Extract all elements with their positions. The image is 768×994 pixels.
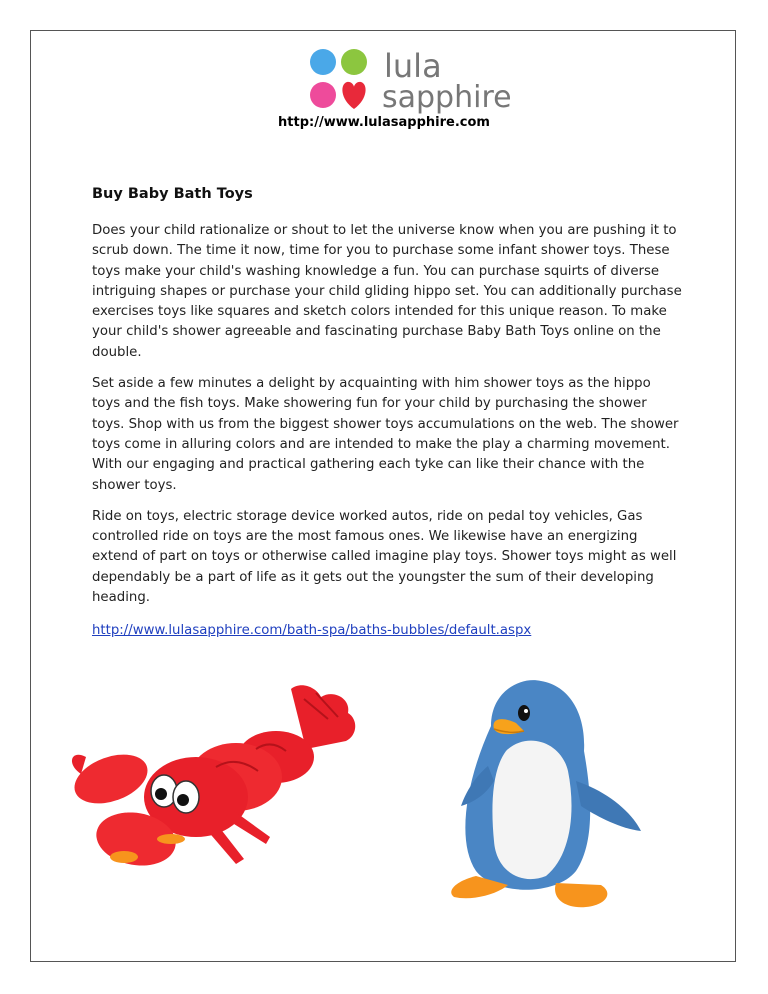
logo-pink-dot [310, 82, 336, 108]
paragraph-1: Does your child rationalize or shout to let the universe know when you are pushing it to scrub down. The time it now, time for you to purchase some infant shower toys. These toys make your child's washing knowledge a fun. You can purchase squirts of diverse intriguing shapes or purchase your child gliding hippo set. You can additionally purchase exercises toys like squares and sketch colors intended for this unique reason. To make your child's shower agreeable and fascinating purchase Baby Bath Toys online on the double. [92, 223, 682, 360]
bath-toys-link[interactable]: http://www.lulasapphire.com/bath-spa/baths-bubbles/default.aspx [92, 623, 532, 639]
lobster-toy-image [66, 679, 361, 884]
logo-heart-icon [342, 82, 365, 109]
logo-text-lula: lula [384, 47, 442, 85]
paragraph-3: Ride on toys, electric storage device worked autos, ride on pedal toy vehicles, Gas controlled ride on toys are the most famous ones. We likewise have an energizing extend of part on toys or otherwise called imagine play toys. Shower toys might as well dependably be a part of life as it gets out the youngster the sum of their developing heading. [92, 508, 677, 606]
site-url: http://www.lulasapphire.com [278, 115, 490, 130]
logo-green-dot [341, 49, 367, 75]
article-title: Buy Baby Bath Toys [92, 186, 253, 202]
article-body [92, 221, 682, 638]
paragraph-2: Set aside a few minutes a delight by acquainting with him shower toys as the hippo toys and the fish toys. Make showering fun for your child by purchasing the shower toys. Shop with us from the biggest shower toys accumulations on the web. The shower toys come in alluring colors and are intended to make the play a charming movement. With our engaging and practical gathering each tyke can like their chance with the shower toys. [92, 376, 679, 493]
penguin-toy-image [436, 671, 646, 911]
lula-sapphire-logo [306, 45, 536, 115]
logo-text-sapphire: sapphire [382, 80, 512, 115]
document-page [30, 30, 736, 962]
logo-blue-dot [310, 49, 336, 75]
